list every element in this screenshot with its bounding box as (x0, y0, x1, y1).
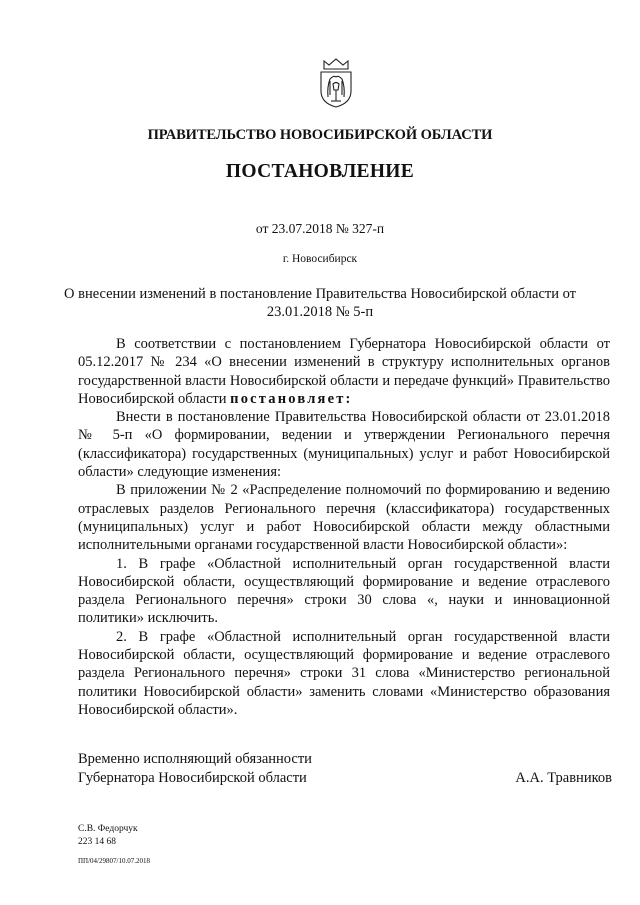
executor-phone: 223 14 68 (78, 836, 116, 847)
paragraph-item-2: 2. В графе «Областной исполнительный орган государственной власти Новосибирской области, осуществляющий формирование и ведение отраслевого раздела Регионального перечня» строки 31 слова «Министерство региональной политики Новосибирской области» заменить словами «Министерство образования Новосибирской области». (78, 628, 610, 718)
paragraph-appendix: В приложении № 2 «Распределение полномочий по формированию и ведению отраслевых разделов Регионального перечня (классификатора) государственных (муниципальных) услуг и работ Новосибирской области между областными исполнительными органами государственной власти Новосибирской области»: (78, 482, 610, 554)
document-type: ПОСТАНОВЛЕНИЕ (225, 161, 415, 182)
document-city: г. Новосибирск (282, 253, 358, 265)
document-reference: ПП/04/29807/10.07.2018 (78, 857, 150, 865)
signatory-position (78, 750, 398, 788)
paragraph-basis (78, 335, 610, 408)
novosibirsk-coat-of-arms-icon (316, 57, 356, 109)
signatory-position-line2: Губернатора Новосибирской области (78, 770, 307, 786)
document-date-number: от 23.07.2018 № 327-п (255, 221, 385, 236)
paragraph-item-1: 1. В графе «Областной исполнительный орган государственной власти Новосибирской области, осуществляющий формирование и ведение отраслевого раздела Регионального перечня» строки 30 слова «, науки и инновационной политики» исключить. (78, 555, 610, 627)
document-subject: О внесении изменений в постановление Правительства Новосибирской области от 23.01.2018 № 5-п (64, 286, 576, 320)
government-name: ПРАВИТЕЛЬСТВО НОВОСИБИРСКОЙ ОБЛАСТИ (147, 127, 493, 143)
executor-name: С.В. Федорчук (78, 824, 138, 834)
resolution-keyword: постановляет: (230, 390, 353, 407)
paragraph-basis-text: В соответствии с постановлением Губернатора Новосибирской области от 05.12.2017 № 234 «О внесении изменений в структуру исполнительных органов государственной власти Новосибирской области и передаче функций» Правительство Новосибирской области (78, 336, 610, 407)
paragraph-amend: Внести в постановление Правительства Новосибирской области от 23.01.2018 № 5-п «О формировании, ведении и утверждении Регионального перечня (классификатора) государственных (муниципальных) услуг и работ Новосибирской области» следующие изменения: (78, 409, 610, 481)
signatory-name: А.А. Травников (515, 770, 612, 786)
document-body (78, 335, 610, 719)
signatory-position-line1: Временно исполняющий обязанности (78, 751, 312, 767)
executor-block (78, 823, 278, 848)
